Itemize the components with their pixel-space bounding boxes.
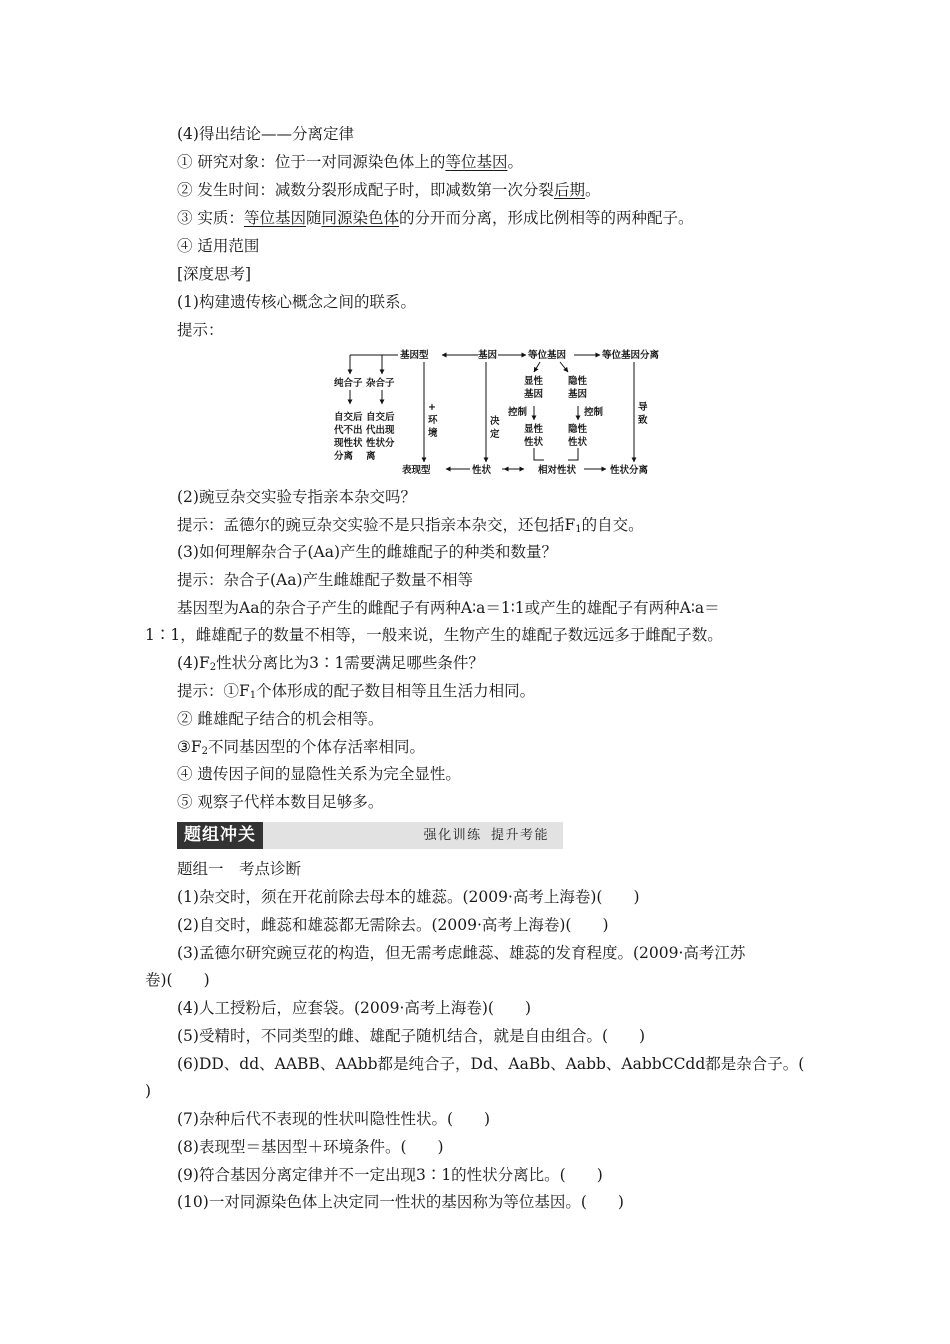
quiz-item-10: (10)一对同源染色体上决定同一性状的基因称为等位基因。( ) <box>177 1193 624 1211</box>
homozygote-desc-4: 分离 <box>334 451 354 462</box>
quiz-item-3: (3)孟德尔研究豌豆花的构造，但无需考虑雌蕊、雄蕊的发育程度。(2009·高考江苏 <box>177 944 746 962</box>
section-heading: (4)得出结论——分离定律 <box>177 125 354 143</box>
allele-label: 等位基因 <box>528 350 567 361</box>
decide-label-2: 定 <box>490 429 500 440</box>
answer-4-item4: ④ 遗传因子间的显隐性关系为完全显性。 <box>177 765 461 783</box>
answer-4-item5: ⑤ 观察子代样本数目足够多。 <box>177 793 384 811</box>
scope: ④ 适用范围 <box>177 237 260 255</box>
relative-trait-label: 相对性状 <box>538 465 577 476</box>
quiz-item-2: (2)自交时，雌蕊和雄蕊都无需除去。(2009·高考上海卷)( ) <box>177 916 609 934</box>
genetics-concept-diagram <box>300 344 680 480</box>
decide-label-1: 决 <box>490 416 500 427</box>
heterozygote-label: 杂合子 <box>366 378 395 389</box>
trait-separation-label: 性状分离 <box>610 465 649 476</box>
env-plus: + <box>428 402 436 413</box>
banner-title: 题组冲关 <box>177 822 263 849</box>
dominant-gene-label-2: 基因 <box>524 389 544 400</box>
question-1: (1)构建遗传核心概念之间的联系。 <box>177 293 416 311</box>
heterozygote-desc-2: 代出现 <box>366 425 395 436</box>
quiz-item-6-cont: ) <box>145 1082 152 1100</box>
answer-3-hint: 提示：杂合子(Aa)产生雌雄配子数量不相等 <box>177 571 474 589</box>
lead-label-1: 导 <box>638 402 648 413</box>
deep-thinking-label: [深度思考] <box>177 265 252 283</box>
hint-label: 提示： <box>177 321 224 339</box>
section-banner <box>177 822 563 849</box>
answer-3-line1: 基因型为Aa的杂合子产生的雌配子有两种A∶a＝1∶1或产生的雄配子有两种A∶a＝ <box>177 599 720 617</box>
heterozygote-desc-1: 自交后 <box>366 412 395 423</box>
quiz-item-1: (1)杂交时，须在开花前除去母本的雄蕊。(2009·高考上海卷)( ) <box>177 888 640 906</box>
answer-4-item3: $③F_2$不同基因型的个体存活率相同。 <box>177 738 426 757</box>
recessive-gene-label: 隐性 <box>568 376 588 387</box>
env-label-2: 境 <box>428 428 438 439</box>
question-3: (3)如何理解杂合子(Aa)产生的雌雄配子的种类和数量？ <box>177 543 557 561</box>
occurrence-time: ② 发生时间：减数分裂形成配子时，即减数第一次分裂后期。 <box>177 181 601 199</box>
homozygote-label: 纯合子 <box>334 378 363 389</box>
homozygote-desc-2: 代不出 <box>334 425 363 436</box>
quiz-item-6: (6)DD、dd、AABB、AAbb都是纯合子，Dd、AaBb、Aabb、AabbCCdd都是杂合子。( <box>177 1055 805 1073</box>
answer-2: 提示：孟德尔的豌豆杂交实验不是只指亲本杂交，还包括$F_1$的自交。 <box>177 516 644 535</box>
quiz-group-title: 题组一 考点诊断 <box>177 860 302 878</box>
research-object: ① 研究对象：位于一对同源染色体上的等位基因。 <box>177 153 523 171</box>
genotype-label: 基因型 <box>400 350 429 361</box>
quiz-item-4: (4)人工授粉后，应套袋。(2009·高考上海卷)( ) <box>177 999 532 1017</box>
quiz-item-7: (7)杂种后代不表现的性状叫隐性性状。( ) <box>177 1110 491 1128</box>
recessive-trait-label: 隐性 <box>568 424 588 435</box>
quiz-item-8: (8)表现型＝基因型＋环境条件。( ) <box>177 1138 444 1156</box>
dominant-gene-label: 显性 <box>524 376 544 387</box>
heterozygote-desc-4: 离 <box>366 451 376 462</box>
question-4: $(4)F_2$性状分离比为3∶1需要满足哪些条件？ <box>177 654 484 673</box>
homozygote-desc-1: 自交后 <box>334 412 363 423</box>
homozygote-desc-3: 现性状 <box>334 438 363 449</box>
control-label-left: 控制 <box>508 407 528 418</box>
question-2: (2)豌豆杂交实验专指亲本杂交吗？ <box>177 488 416 506</box>
trait-label: 性状 <box>472 465 492 476</box>
quiz-item-5: (5)受精时，不同类型的雌、雄配子随机结合，就是自由组合。( ) <box>177 1027 646 1045</box>
answer-3-line2: 1∶1，雌雄配子的数量不相等，一般来说，生物产生的雄配子数远远多于雌配子数。 <box>145 626 723 644</box>
allele-separation-label: 等位基因分离 <box>602 350 660 361</box>
quiz-item-3-cont: 卷)( ) <box>145 971 210 989</box>
quiz-item-9: (9)符合基因分离定律并不一定出现3∶1的性状分离比。( ) <box>177 1166 603 1184</box>
recessive-trait-label-2: 性状 <box>568 437 588 448</box>
recessive-gene-label-2: 基因 <box>568 389 588 400</box>
dominant-trait-label: 显性 <box>524 424 544 435</box>
banner-subtitle: 强化训练 提升考能 <box>423 828 549 843</box>
answer-4-item1: 提示：$①F_1$个体形成的配子数目相等且生活力相同。 <box>177 682 536 701</box>
dominant-trait-label-2: 性状 <box>524 437 544 448</box>
essence: ③ 实质：等位基因随同源染色体的分开而分离，形成比例相等的两种配子。 <box>177 209 694 227</box>
gene-label: 基因 <box>478 350 498 361</box>
lead-label-2: 致 <box>638 415 648 426</box>
phenotype-label: 表现型 <box>402 465 431 476</box>
control-label-right: 控制 <box>584 407 604 418</box>
heterozygote-desc-3: 性状分 <box>366 438 395 449</box>
env-label-1: 环 <box>428 415 438 426</box>
answer-4-item2: ② 雌雄配子结合的机会相等。 <box>177 710 384 728</box>
